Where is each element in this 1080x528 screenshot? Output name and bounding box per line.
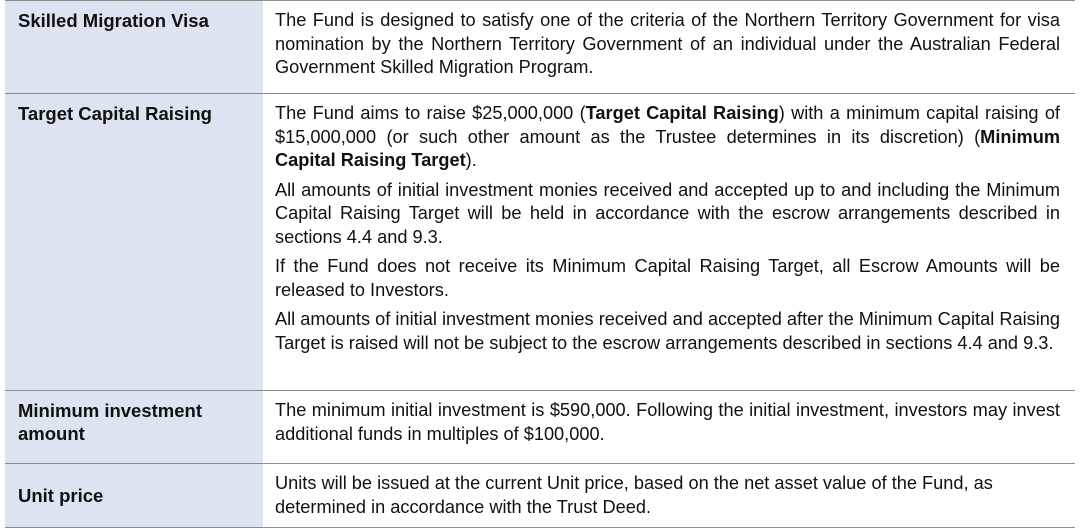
paragraph: The Fund is designed to satisfy one of the criteria of the Northern Territory Government for visa nomination by the Northern Territory Government of an individual under the Australian Federal Government Skilled Migration Program. bbox=[275, 10, 1060, 77]
paragraph: Units will be issued at the current Unit price, based on the net asset value of the Fund, as determined in accordance with the Trust Deed. bbox=[275, 473, 993, 517]
paragraph: All amounts of initial investment monies received and accepted up to and including the Minimum Capital Raising Target will be held in accordance with the escrow arrangements described in sections 4.4 and 9.3. bbox=[275, 179, 1060, 247]
row-label: Skilled Migration Visa bbox=[5, 1, 263, 94]
row-content bbox=[263, 1, 1075, 94]
row-label: Minimum investment amount bbox=[5, 391, 263, 464]
fund-terms-table bbox=[5, 0, 1075, 528]
paragraph: If the Fund does not receive its Minimum Capital Raising Target, all Escrow Amounts will be released to Investors. bbox=[275, 256, 1060, 300]
table-row-target-capital-raising bbox=[5, 94, 1075, 391]
row-content bbox=[263, 464, 1075, 528]
row-content bbox=[263, 391, 1075, 464]
table-row-skilled-migration-visa bbox=[5, 1, 1075, 94]
table-row-unit-price bbox=[5, 464, 1075, 528]
row-label: Unit price bbox=[5, 464, 263, 528]
text-span: The Fund aims to raise $25,000,000 ( bbox=[275, 103, 586, 123]
paragraph: The minimum initial investment is $590,000. Following the initial investment, investors may invest additional funds in multiples of $100,000. bbox=[275, 400, 1060, 444]
text-span: ). bbox=[465, 150, 477, 170]
text-span: ) with a minimum capital raising of $15,000,000 (or such other amount as the Trustee determines in its discretion) ( bbox=[275, 103, 1060, 147]
defined-term: Minimum Capital Raising Target bbox=[275, 126, 1060, 170]
paragraph: All amounts of initial investment monies received and accepted after the Minimum Capital Raising Target is raised will not be subject to the escrow arrangements described in sections 4.4 and 9.3. bbox=[275, 309, 1060, 353]
row-label: Target Capital Raising bbox=[5, 94, 263, 391]
table-row-minimum-investment bbox=[5, 391, 1075, 464]
row-content bbox=[263, 94, 1075, 391]
paragraph bbox=[275, 102, 1060, 173]
defined-term: Target Capital Raising bbox=[585, 103, 779, 123]
